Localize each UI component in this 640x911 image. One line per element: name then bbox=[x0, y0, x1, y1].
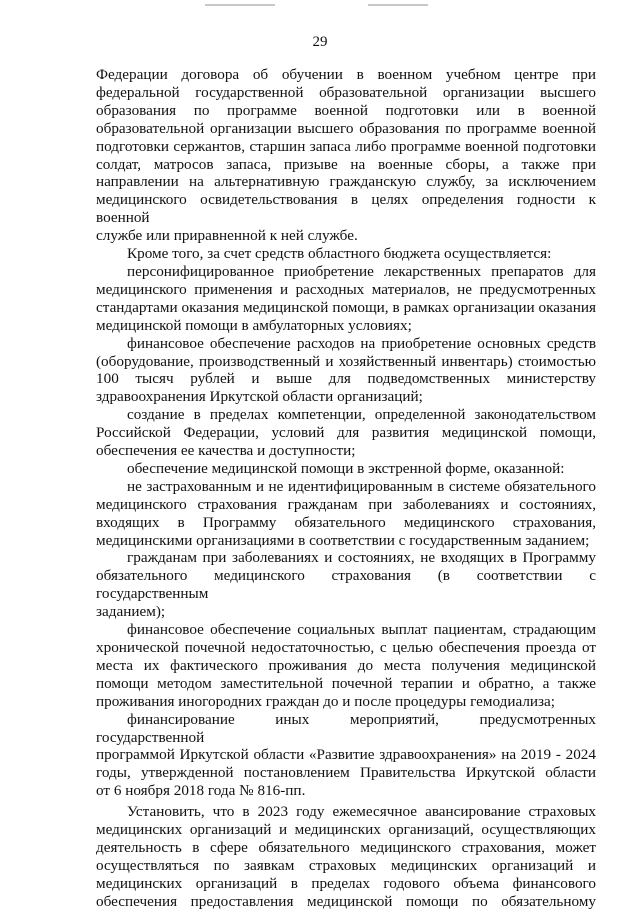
text-line: обеспечения ее качества и доступности; bbox=[96, 442, 356, 460]
text-line: помощи методом заместительной почечной терапии и обратно, а также bbox=[96, 674, 596, 692]
text-line: Установить, что в 2023 году ежемесячное авансирование страховых bbox=[127, 803, 596, 821]
text-line: медицинской помощи в амбулаторных условиях; bbox=[96, 316, 412, 334]
text-line: стандартами оказания медицинской помощи, в рамках организации оказания bbox=[96, 298, 596, 316]
text-line: федеральной государственной образовательной организации высшего bbox=[96, 83, 596, 101]
text-line: медицинского освидетельствования в целях определения годности к военной bbox=[96, 191, 596, 227]
text-line: солдат, матросов запаса, призыве на военные сборы, а также при bbox=[96, 155, 596, 173]
text-line: хронической почечной недостаточностью, с целью обеспечения проезда от bbox=[96, 639, 596, 656]
text-line: образования по программе военной подготовки или в военной bbox=[96, 101, 596, 119]
text-line: здравоохранения Иркутской области организаций; bbox=[96, 388, 423, 406]
text-line: гражданам при заболеваниях и состояниях, не входящих в Программу bbox=[127, 549, 596, 567]
text-line: осуществляться по заявкам страховых медицинских организаций и bbox=[96, 856, 596, 874]
text-line: персонифицированное приобретение лекарственных препаратов для bbox=[127, 262, 596, 280]
text-line: направлении на альтернативную гражданскую службу, за исключением bbox=[96, 173, 596, 191]
text-line: подготовки сержантов, старшин запаса либо программе военной подготовки bbox=[96, 137, 596, 155]
scan-artifact-right bbox=[368, 4, 428, 6]
text-line: деятельность в сфере обязательного медицинского страхования, может bbox=[96, 838, 596, 856]
text-line: медицинского страхования гражданам при заболеваниях и состояниях, bbox=[96, 495, 596, 513]
scan-artifact-left bbox=[205, 4, 275, 6]
page-number: 29 bbox=[312, 34, 328, 50]
text-line: 100 тысяч рублей и выше для подведомственных министерству bbox=[96, 370, 596, 388]
text-line: медицинскими организациями в соответствии с государственным заданием; bbox=[96, 531, 590, 549]
text-line: программой Иркутской области «Развитие здравоохранения» на 2019 - 2024 bbox=[96, 746, 596, 764]
text-line: от 6 ноября 2018 года № 816-пп. bbox=[96, 782, 306, 800]
text-line: места их фактического проживания до места получения медицинской bbox=[96, 656, 596, 674]
text-line: Российской Федерации, условий для развития медицинской помощи, bbox=[96, 424, 596, 442]
text-line: обеспечение медицинской помощи в экстренной форме, оказанной: bbox=[127, 459, 565, 477]
text-line: создание в пределах компетенции, определенной законодательством bbox=[127, 406, 596, 424]
text-line: не застрахованным и не идентифицированным в системе обязательного bbox=[127, 477, 596, 495]
text-line: медицинских организаций и медицинских организаций, осуществляющих bbox=[96, 821, 596, 839]
text-line: проживания иногородних граждан до и после процедуры гемодиализа; bbox=[96, 692, 556, 710]
text-line: годы, утвержденной постановлением Правительства Иркутской области bbox=[96, 764, 596, 782]
text-line: (оборудование, производственный и хозяйственный инвентарь) стоимостью bbox=[96, 352, 596, 370]
text-line: Кроме того, за счет средств областного бюджета осуществляется: bbox=[127, 245, 552, 263]
text-line: обязательного медицинского страхования (в соответствии с государственным bbox=[96, 567, 596, 603]
text-line: службе или приравненной к ней службе. bbox=[96, 227, 358, 245]
text-line: образовательной организации высшего образования по программе военной bbox=[96, 119, 596, 137]
text-line: финансирование иных мероприятий, предусмотренных государственной bbox=[96, 710, 596, 746]
text-line: входящих в Программу обязательного медицинского страхования, bbox=[96, 513, 596, 531]
text-line: заданием); bbox=[96, 603, 166, 621]
text-line: финансовое обеспечение расходов на приобретение основных средств bbox=[127, 334, 596, 352]
text-line: Федерации договора об обучении в военном учебном центре при bbox=[96, 66, 596, 83]
text-line: медицинских организаций в пределах годового объема финансового bbox=[96, 874, 596, 892]
text-line: финансовое обеспечение социальных выплат пациентам, страдающим bbox=[127, 621, 596, 639]
document-body bbox=[96, 66, 596, 911]
text-line: медицинского применения и расходных материалов, не предусмотренных bbox=[96, 280, 596, 298]
text-line: обеспечения предоставления медицинской помощи по обязательному bbox=[96, 892, 596, 910]
